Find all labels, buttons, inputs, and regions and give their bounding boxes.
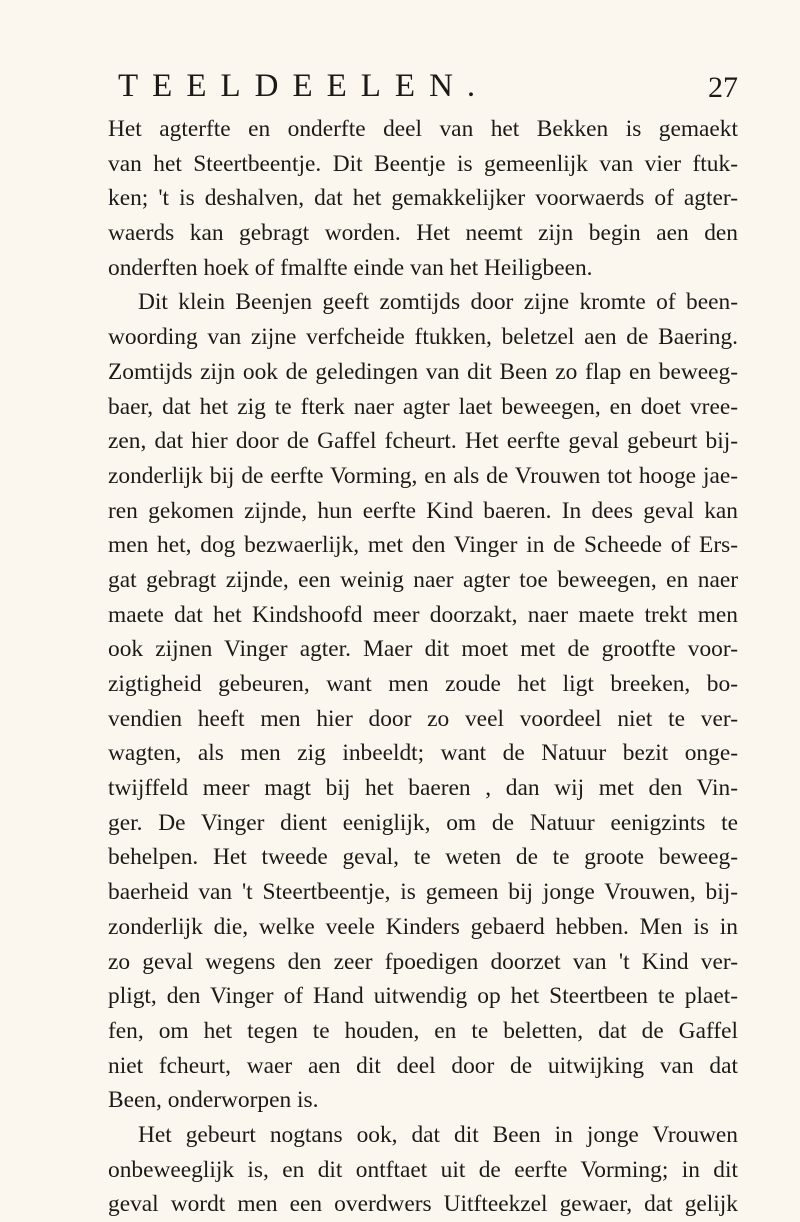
text-line: ken; 't is deshalven, dat het gemakkelijker voorwaerds of agter- <box>108 185 738 212</box>
text-line: waerds kan gebragt worden. Het neemt zijn begin aen den <box>108 220 738 247</box>
text-line: geval wordt men een overdwers Uitfteekzel gewaer, dat gelijk <box>108 1191 738 1218</box>
text-line: Dit klein Beenjen geeft zomtijds door zijne kromte of been- <box>138 289 738 316</box>
text-line: vendien heeft men hier door zo veel voordeel niet te ver- <box>108 705 738 732</box>
text-line: Been, onderworpen is. <box>108 1087 319 1114</box>
text-line: maete dat het Kindshoofd meer doorzakt, naer maete trekt men <box>108 601 738 628</box>
running-title: TEELDEELEN. <box>118 68 490 104</box>
text-line: zo geval wegens den zeer fpoedigen doorzet van 't Kind ver- <box>108 948 738 975</box>
text-line: baerheid van 't Steertbeentje, is gemeen bij jonge Vrouwen, bij- <box>108 879 738 906</box>
text-line: onderften hoek of fmalfte einde van het Heiligbeen. <box>108 254 593 281</box>
text-line: pligt, den Vinger of Hand uitwendig op het Steertbeen te plaet- <box>108 983 738 1010</box>
text-line: behelpen. Het tweede geval, te weten de te groote beweeg- <box>108 844 738 871</box>
text-body <box>108 112 738 1222</box>
text-line: ook zijnen Vinger agter. Maer dit moet met de grootfte voor- <box>108 636 738 663</box>
text-line: woording van zijne verfcheide ftukken, beletzel aen de Baering. <box>108 324 738 351</box>
text-line: twijffeld meer magt bij het baeren , dan wij met den Vin- <box>108 775 738 802</box>
text-line: Zomtijds zijn ook de geledingen van dit Been zo flap en beweeg- <box>108 358 738 385</box>
text-line: fen, om het tegen te houden, en te beletten, dat de Gaffel <box>108 1017 738 1044</box>
text-line: men het, dog bezwaerlijk, met den Vinger in de Scheede of Ers- <box>108 532 738 559</box>
text-line: van het Steertbeentje. Dit Beentje is gemeenlijk van vier ftuk- <box>108 150 738 177</box>
text-line: Het agterfte en onderfte deel van het Bekken is gemaekt <box>108 116 738 142</box>
text-line: zonderlijk bij de eerfte Vorming, en als de Vrouwen tot hooge jae- <box>108 462 738 489</box>
text-line: niet fcheurt, waer aen dit deel door de uitwijking van dat <box>108 1052 738 1079</box>
text-line: gat gebragt zijnde, een weinig naer agter toe beweegen, en naer <box>108 566 738 593</box>
page-number: 27 <box>708 71 738 104</box>
text-line: zigtigheid gebeuren, want men zoude het ligt breeken, bo- <box>108 671 738 697</box>
text-line: onbeweeglijk is, en dit ontftaet uit de eerfte Vorming; in dit <box>108 1156 738 1183</box>
text-line: zonderlijk die, welke veele Kinders gebaerd hebben. Men is in <box>108 913 738 940</box>
text-line: ger. De Vinger dient eeniglijk, om de Natuur eenigzints te <box>108 809 738 836</box>
text-line: Het gebeurt nogtans ook, dat dit Been in jonge Vrouwen <box>138 1121 738 1148</box>
text-line: zen, dat hier door de Gaffel fcheurt. Het eerfte geval gebeurt bij- <box>108 428 738 455</box>
text-line: baer, dat het zig te fterk naer agter laet beweegen, en doet vree- <box>108 393 738 420</box>
text-line: ren gekomen zijnde, hun eerfte Kind baeren. In dees geval kan <box>108 497 738 524</box>
running-head <box>118 66 738 106</box>
text-line: wagten, als men zig inbeeldt; want de Natuur bezit onge- <box>108 740 738 767</box>
